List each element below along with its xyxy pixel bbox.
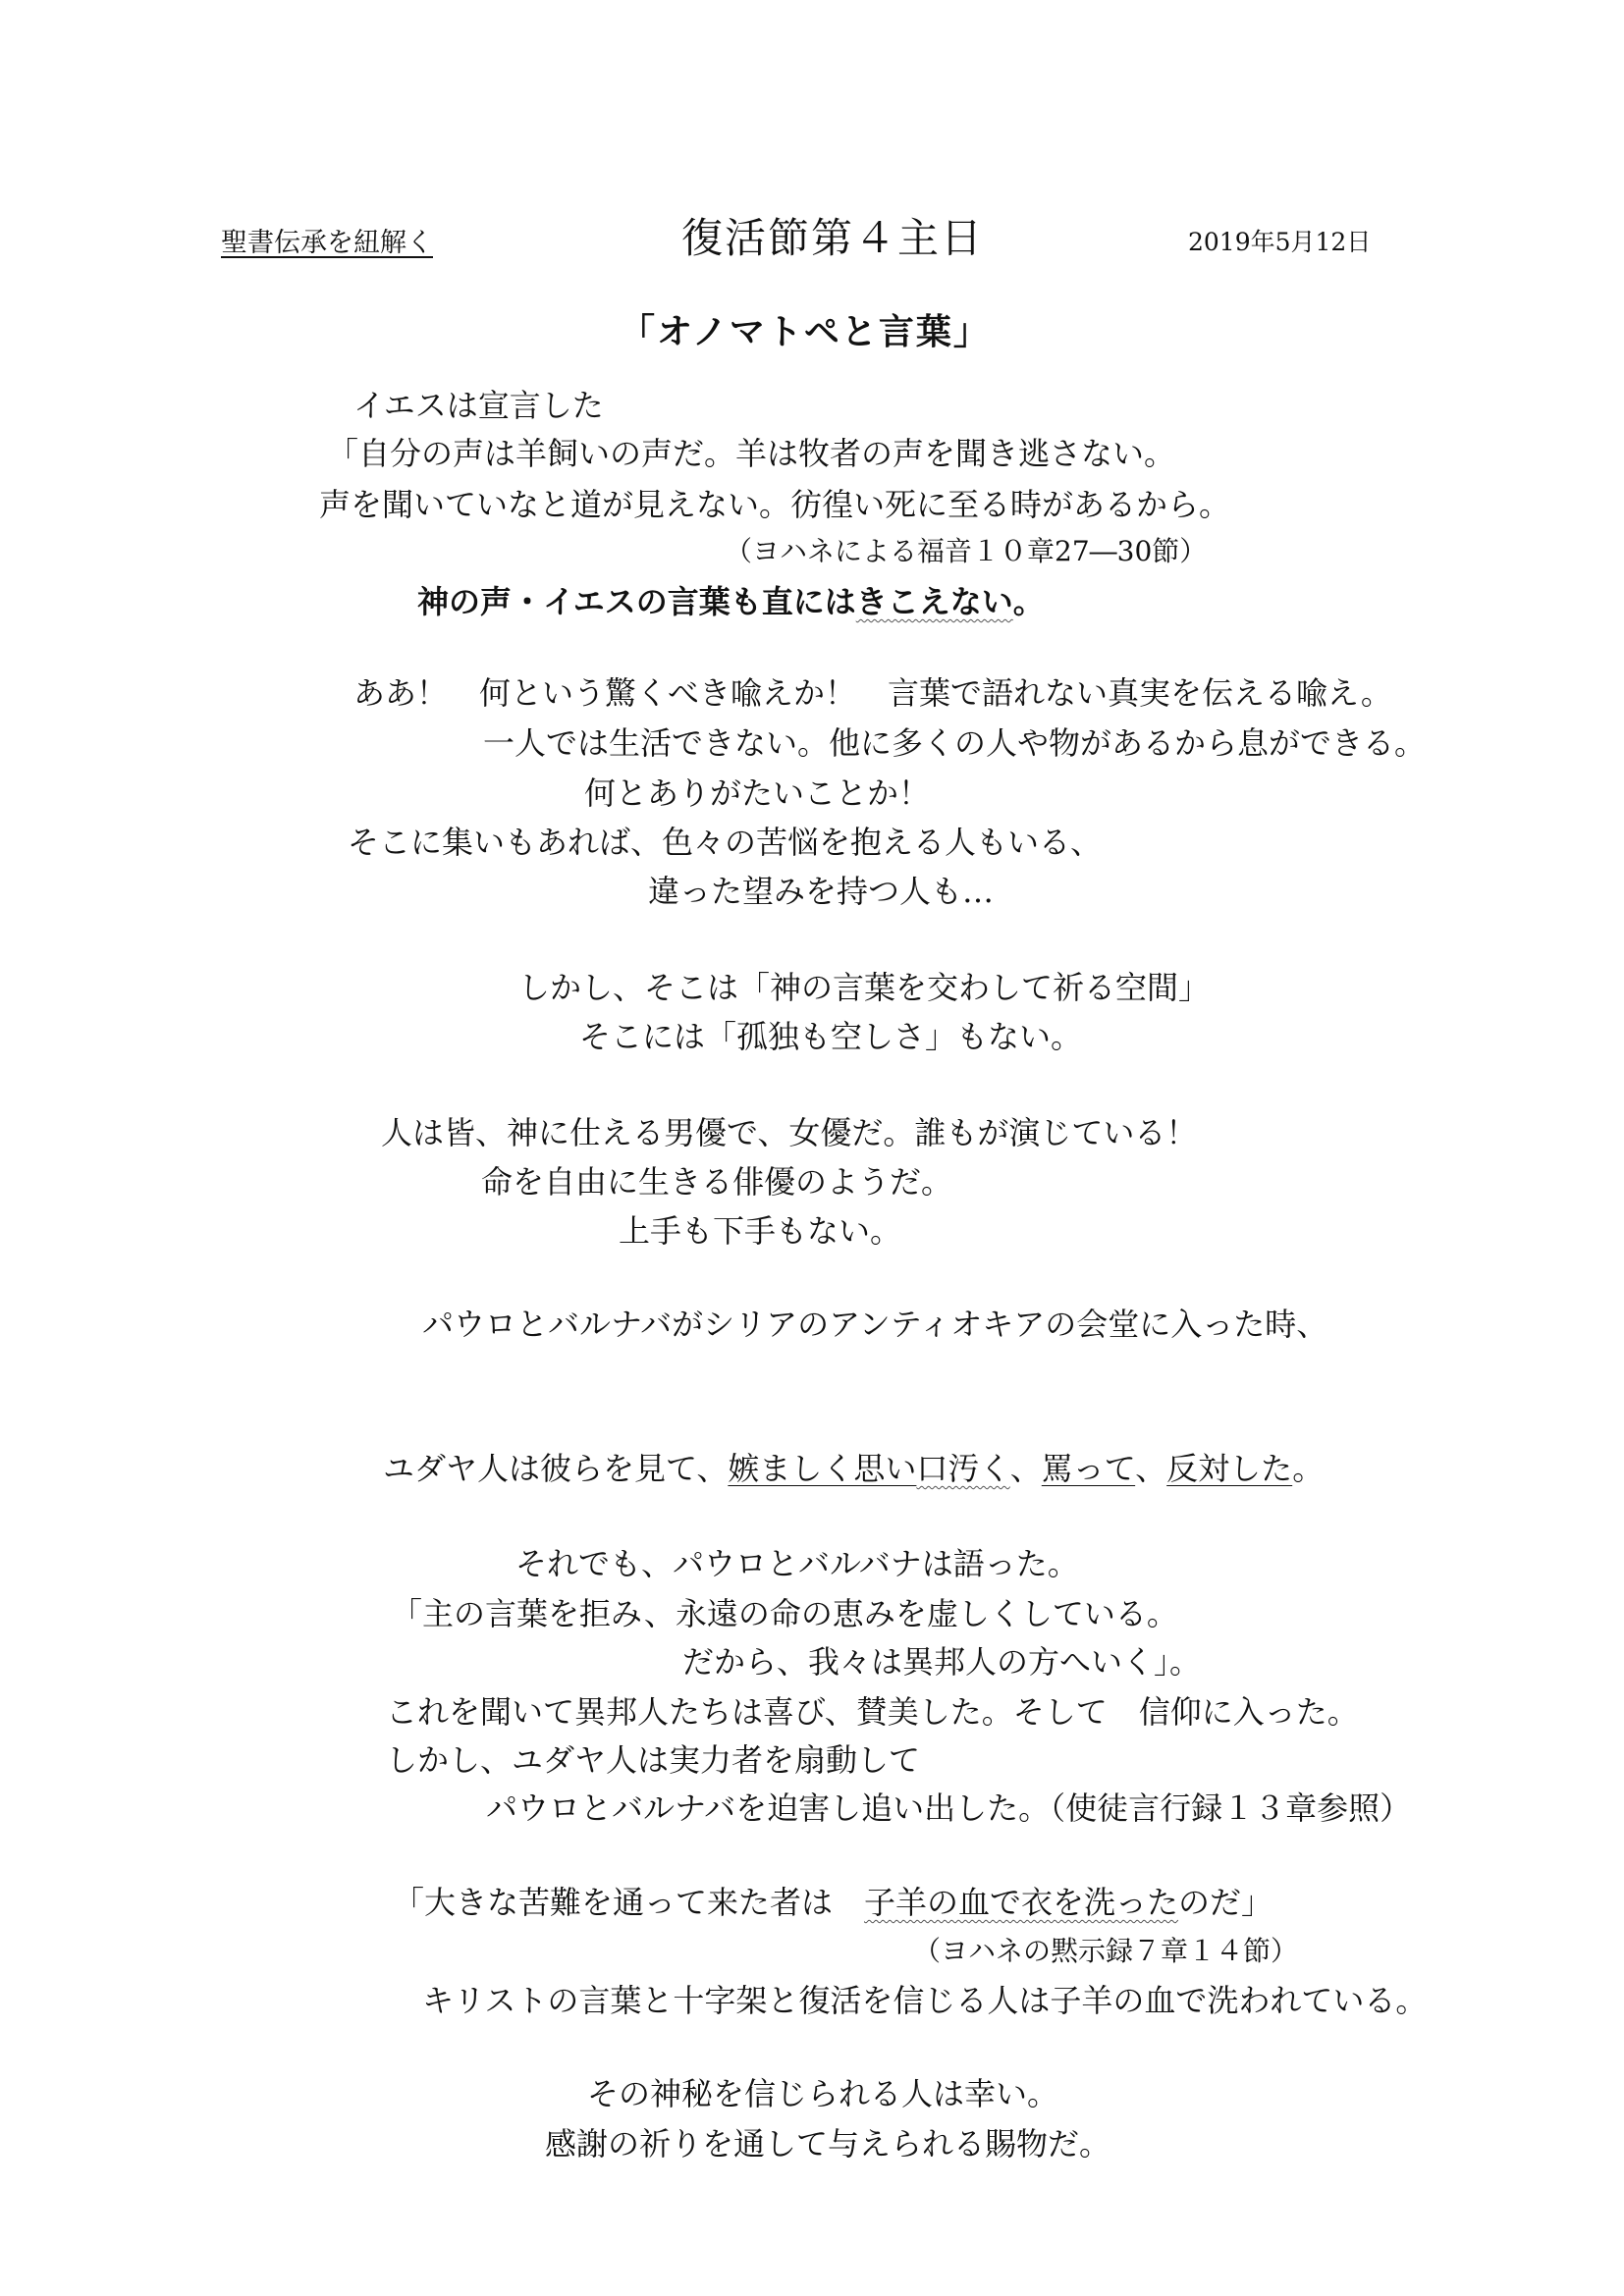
body-line-22: しかし、ユダヤ人は実力者を扇動して	[386, 1741, 921, 1779]
body-line-5-emphasis: きこえない	[855, 583, 1013, 620]
date: 2019年5月12日	[1188, 228, 1372, 256]
body-line-26: キリストの言葉と十字架と復活を信じる人は子羊の血で洗われている。	[422, 1982, 1428, 2019]
body-line-28: 感謝の祈りを通して与えられる賜物だ。	[545, 2125, 1111, 2163]
body-line-2: 「自分の声は羊飼いの声だ。羊は牧者の声を聞き逃さない。	[327, 435, 1176, 472]
emphasis-washed-robes: 子羊の血で衣を洗った	[864, 1884, 1179, 1921]
scripture-reference-revelation: （ヨハネの黙示録７章１４節）	[913, 1935, 1299, 1967]
body-line-23: パウロとバルナバを迫害し追い出した。（使徒言行録１３章参照）	[486, 1789, 1412, 1827]
emphasis-opposed: 反対した	[1166, 1450, 1293, 1487]
body-line-1: イエスは宣言した	[353, 387, 604, 424]
emphasis-foul-mouthed: 口汚く	[916, 1450, 1010, 1487]
body-line-5-end: 。	[1012, 583, 1045, 620]
body-line-9: そこに集いもあれば、色々の苦悩を抱える人もいる、	[348, 824, 1103, 861]
emphasis-reviled: 罵って	[1041, 1450, 1136, 1487]
body-line-17	[383, 1450, 1325, 1487]
body-line-10: 違った望みを持つ人も…	[648, 873, 995, 910]
body-line-15: 上手も下手もない。	[619, 1212, 902, 1250]
body-line-13: 人は皆、神に仕える男優で、女優だ。誰もが演じている！	[381, 1114, 1198, 1151]
body-line-18: それでも、パウロとバルバナは語った。	[515, 1545, 1079, 1582]
body-line-27: その神秘を信じられる人は幸い。	[587, 2075, 1059, 2112]
body-line-24-text: 「大きな苦難を通って来た者は	[393, 1884, 865, 1921]
body-line-24	[393, 1884, 1273, 1921]
series-label: 聖書伝承を紐解く	[221, 228, 433, 258]
body-line-21: これを聞いて異邦人たちは喜び、賛美した。そして 信仰に入った。	[386, 1693, 1359, 1731]
body-line-17-end: 。	[1292, 1450, 1325, 1487]
body-line-16: パウロとバルナバがシリアのアンティオキアの会堂に入った時、	[422, 1306, 1328, 1343]
body-line-8: 何とありがたいことか！	[584, 774, 931, 812]
emphasis-jealous: 嫉ましく思い	[728, 1450, 917, 1487]
body-line-20: だから、我々は異邦人の方へいく」。	[682, 1643, 1202, 1681]
body-line-5-text: 神の声・イエスの言葉も直には	[417, 583, 856, 620]
body-line-14: 命を自由に生きる俳優のようだ。	[481, 1163, 953, 1201]
body-line-17-comma-1: 、	[1009, 1450, 1042, 1487]
body-line-12: そこには「孤独も空しさ」もない。	[579, 1018, 1083, 1055]
body-line-6: ああ！ 何という驚くべき喩えか！ 言葉で語れない真実を伝える喩え。	[353, 674, 1392, 712]
body-line-5	[417, 583, 1045, 620]
body-line-7: 一人では生活できない。他に多くの人や物があるから息ができる。	[483, 724, 1427, 762]
page-title: 復活節第４主日	[681, 214, 985, 262]
body-line-3: 声を聞いていなと道が見えない。彷徨い死に至る時があるから。	[319, 486, 1231, 523]
body-line-11: しかし、そこは「神の言葉を交わして祈る空間」	[518, 969, 1211, 1006]
body-line-24-end: のだ」	[1178, 1884, 1273, 1921]
sermon-title: 「オノマトペと言葉」	[620, 311, 991, 352]
scripture-reference-john: （ヨハネによる福音１０章27―30節）	[725, 535, 1208, 567]
body-line-17-text: ユダヤ人は彼らを見て、	[383, 1450, 729, 1487]
body-line-19: 「主の言葉を拒み、永遠の命の恵みを虚しくしている。	[391, 1595, 1178, 1632]
body-line-17-comma-2: 、	[1135, 1450, 1167, 1487]
